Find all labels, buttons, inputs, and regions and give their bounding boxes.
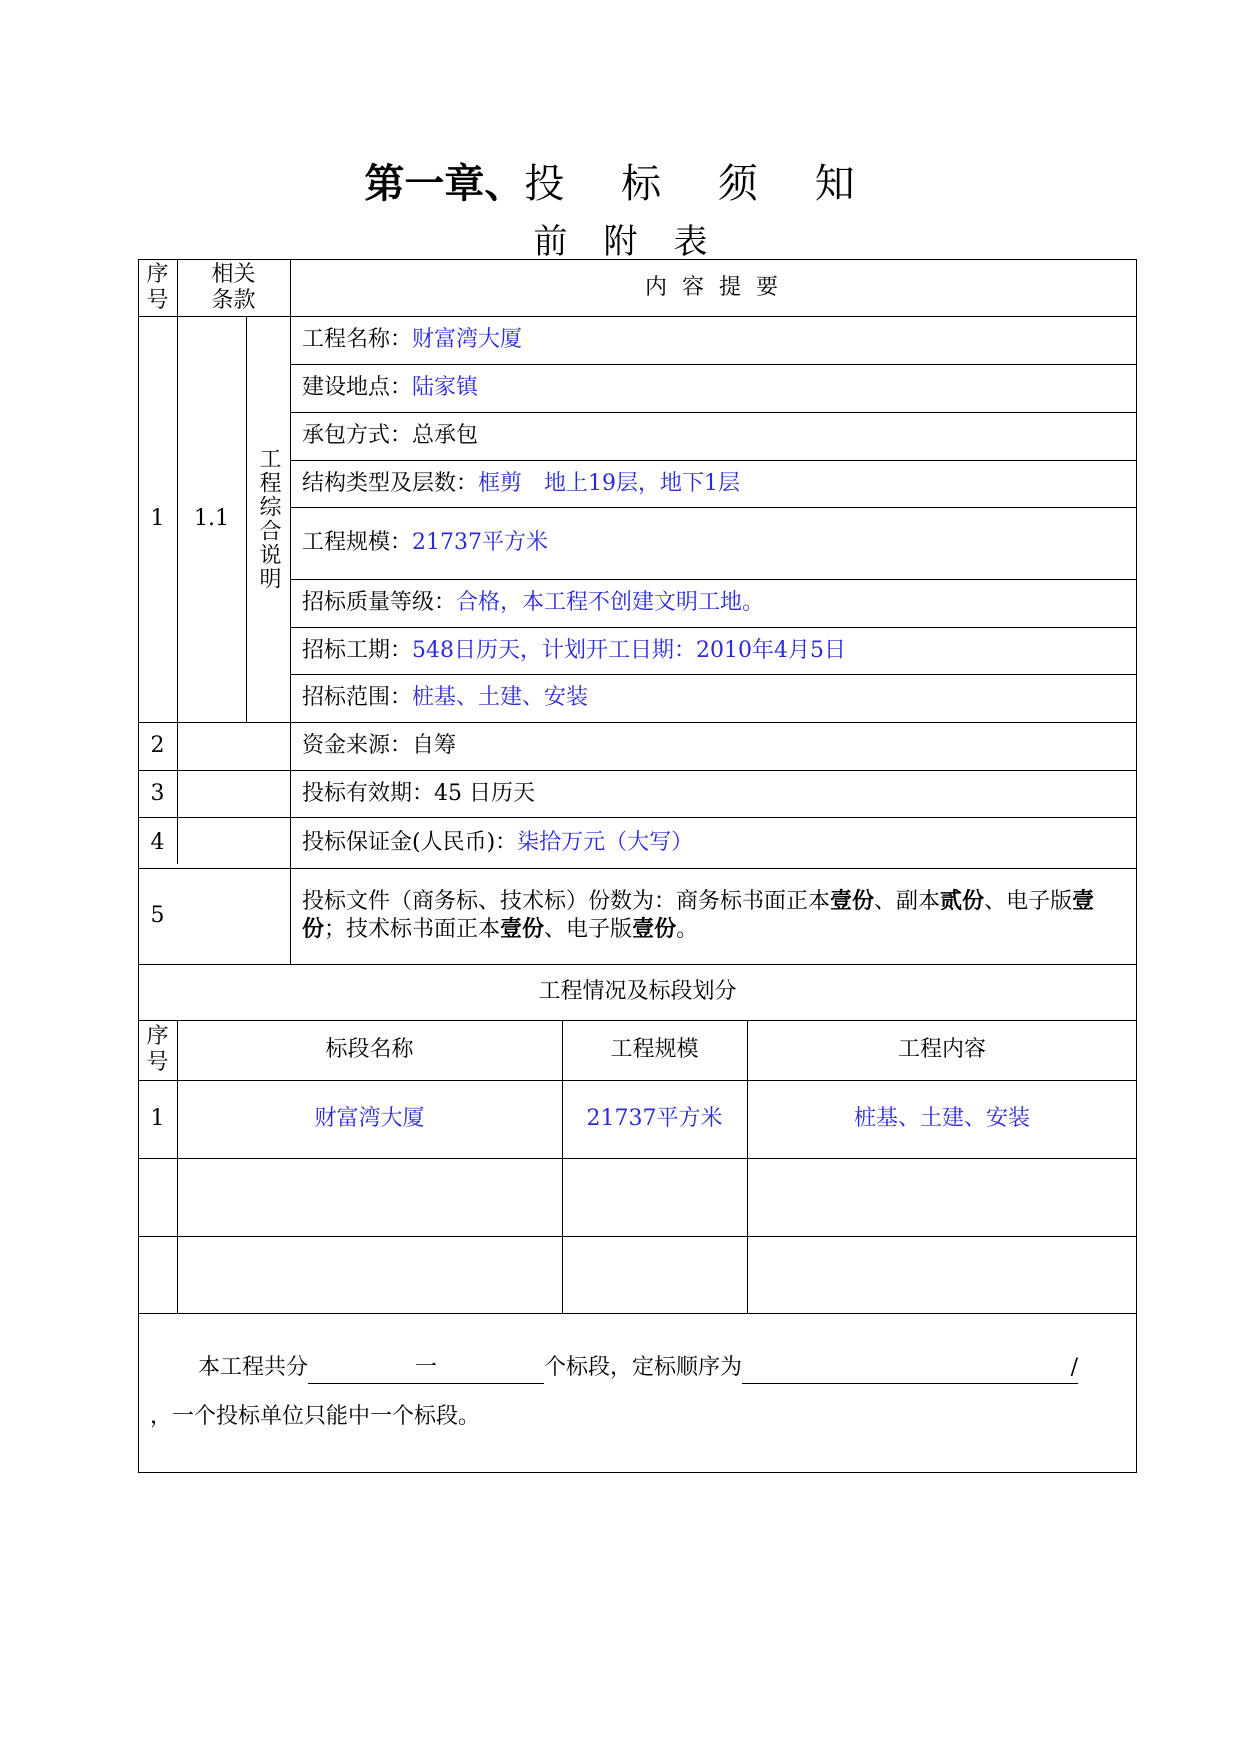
row4-no: 4 xyxy=(150,829,165,855)
item-scale: 工程规模： 21737平方米 xyxy=(302,530,549,555)
section-header-content: 工程内容 xyxy=(897,1037,986,1062)
row3-validity: 投标有效期： 45 日历天 xyxy=(302,780,536,806)
footer-line2: ，一个投标单位只能中一个标段。 xyxy=(150,1404,481,1429)
item-duration: 招标工期： 548日历天，计划开工日期：2010年4月5日 xyxy=(302,637,846,663)
item-structure: 结构类型及层数： 框剪 地上19层，地下1层 xyxy=(302,470,741,496)
item-project-name: 工程名称： 财富湾大厦 xyxy=(302,327,523,352)
section-row-content: 桩基、土建、安装 xyxy=(853,1106,1030,1131)
row2-funding: 资金来源： 自筹 xyxy=(302,733,457,758)
item-location: 建设地点： 陆家镇 xyxy=(302,375,479,400)
row5-copies: 投标文件（商务标、技术标）份数为：商务标书面正本壹份、副本贰份、电子版壹份；技术标书面正本壹份、电子版壹份。 xyxy=(302,889,1095,942)
item-scope: 招标范围： 桩基、土建、安装 xyxy=(302,685,589,710)
page-title: 第一章、投 标 须 知 xyxy=(364,161,877,207)
row3-no: 3 xyxy=(150,780,165,806)
row1-side-label: 工程综合说明 xyxy=(256,447,281,591)
section-row-scale: 21737平方米 xyxy=(586,1106,723,1131)
section-header-scale: 工程规模 xyxy=(610,1037,699,1062)
header-no: 序 号 xyxy=(146,261,169,313)
award-order: / xyxy=(742,1353,1078,1384)
section-row-no: 1 xyxy=(150,1106,165,1131)
section-title: 工程情况及标段划分 xyxy=(538,979,737,1004)
row1-clause: 1.1 xyxy=(194,506,229,531)
item-quality: 招标质量等级： 合格，本工程不创建文明工地。 xyxy=(302,590,765,615)
row4-deposit: 投标保证金(人民币)： 柒拾万元（大写） xyxy=(302,829,694,855)
header-content: 内 容 提 要 xyxy=(645,274,782,300)
item-contract-mode: 承包方式： 总承包 xyxy=(302,423,479,448)
section-header-name: 标段名称 xyxy=(325,1037,414,1062)
row1-no: 1 xyxy=(150,506,165,531)
section-header-no: 序 号 xyxy=(146,1024,169,1075)
row2-no: 2 xyxy=(150,733,165,758)
title-name: 投 标 须 知 xyxy=(524,161,877,207)
footer-line1: 本工程共分 一 个标段，定标顺序为 / xyxy=(150,1353,1130,1384)
page-subtitle: 前附表 xyxy=(533,222,744,262)
row5-no: 5 xyxy=(150,903,165,928)
segment-count: 一 xyxy=(308,1353,544,1384)
section-row-name: 财富湾大厦 xyxy=(314,1106,425,1131)
header-clause: 相关 条款 xyxy=(211,261,256,313)
